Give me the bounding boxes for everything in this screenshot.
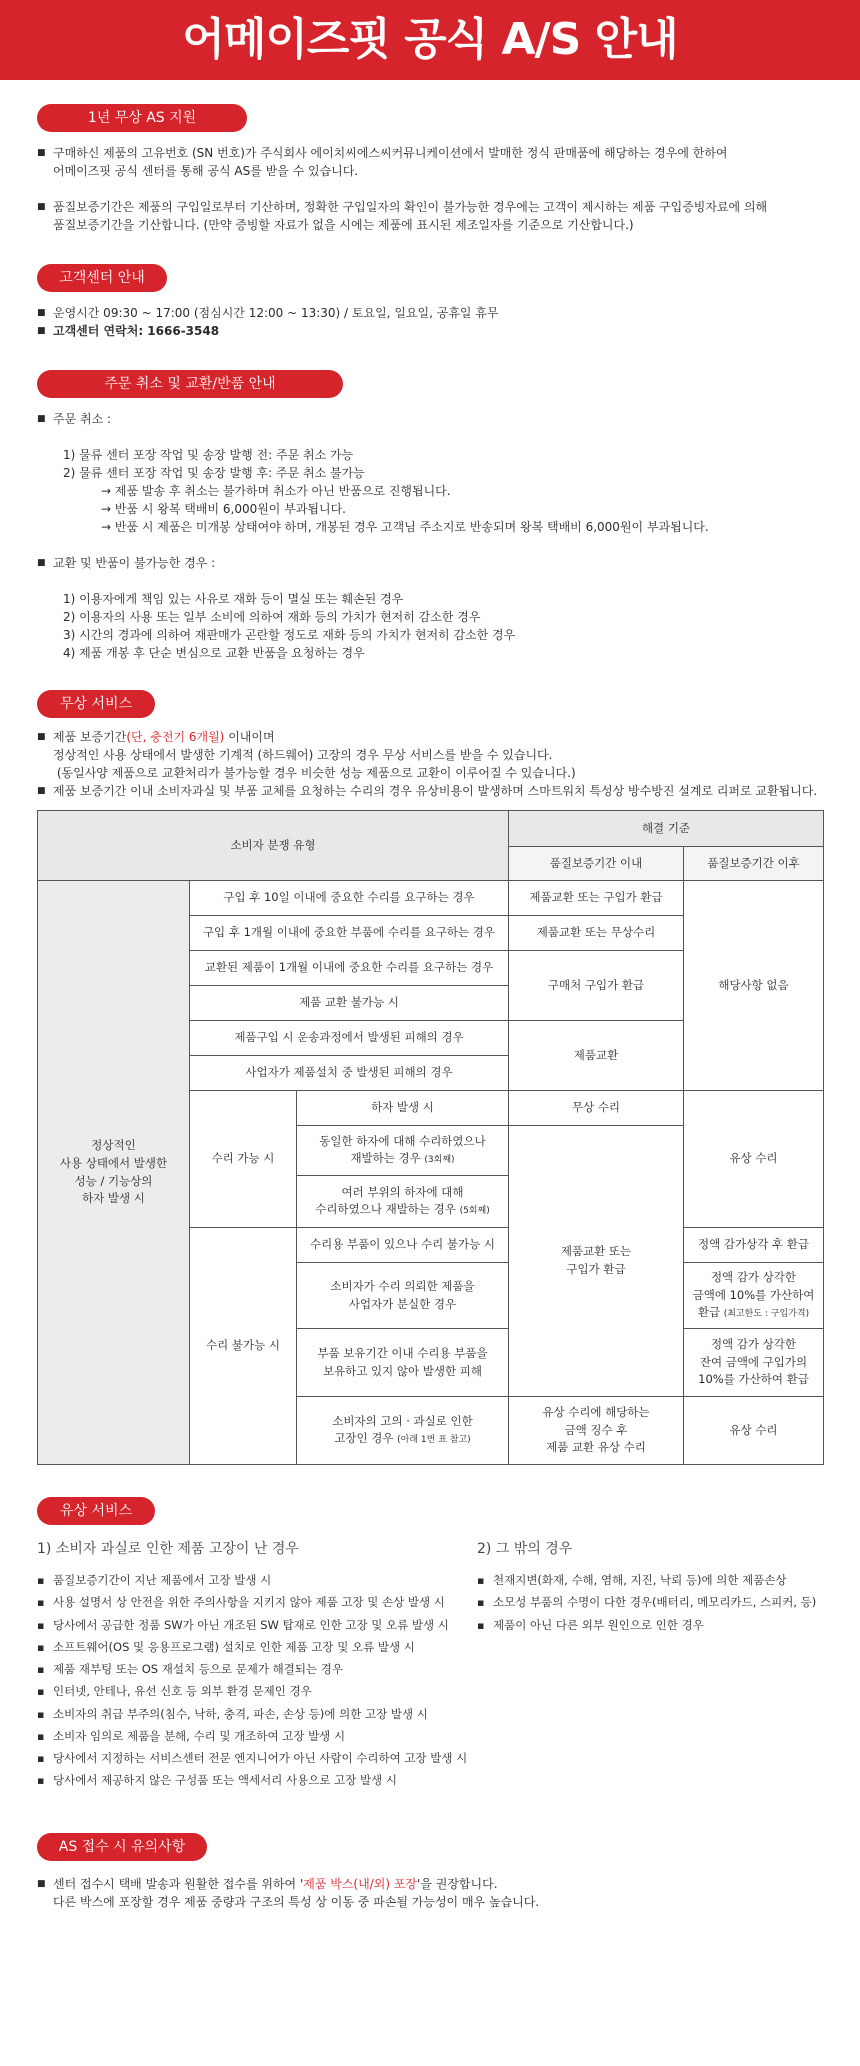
exchange-item-2: 2) 이용자의 사용 또는 일부 소비에 의하여 재화 등의 가치가 현저히 감소한 경우: [63, 610, 481, 624]
table-cell: 제품교환: [509, 1021, 684, 1091]
exchange-head: ■ 교환 및 반품이 불가능한 경우 :: [37, 554, 823, 572]
table-cell: 제품교환 또는 무상수리: [509, 916, 684, 951]
table-cell: 구매처 구입가 환급: [509, 951, 684, 1021]
list-item: ▪ 천재지변(화재, 수해, 염해, 지진, 낙뢰 등)에 의한 제품손상: [477, 1572, 823, 1589]
list-item: ▪ 품질보증기간이 지난 제품에서 고장 발생 시: [37, 1572, 477, 1589]
table-cell: 정액 감가 상각한 금액에 10%를 가산하여 환급 (최고한도 : 구입가격): [684, 1263, 824, 1329]
center-contact: ■ 고객센터 연락처: 1666-3548: [37, 322, 823, 340]
notice-text: ■ 센터 접수시 택배 발송과 원활한 접수를 위하여 '제품 박스(내/외) 포장'을 권장합니다. 다른 박스에 포장할 경우 제품 중량과 구조의 특성 상 이동 중 파손될 가능성이 매우 높습니다.: [37, 1875, 823, 1911]
list-item: ▪ 당사에서 제공하지 않은 구성품 또는 액세서리 사용으로 고장 발생 시: [37, 1772, 477, 1789]
table-cell: 정액 감가 상각한 잔여 금액에 구입가의 10%를 가산하여 환급: [684, 1329, 824, 1397]
th-standard: 해결 기준: [509, 811, 824, 847]
cancel-item-2: 2) 물류 센터 포장 작업 및 송장 발행 후: 주문 취소 불가능: [63, 466, 365, 480]
section-free-service-pill: 무상 서비스: [37, 690, 155, 718]
section-notice-pill: AS 접수 시 유의사항: [37, 1833, 207, 1861]
list-item: ▪ 사용 설명서 상 안전을 위한 주의사항을 지키지 않아 제품 고장 및 손상 발생 시: [37, 1594, 477, 1611]
cancel-item-2a: → 제품 발송 후 취소는 불가하며 취소가 아닌 반품으로 진행됩니다.: [101, 484, 451, 498]
unrepairable-cell: 수리 불가능 시: [190, 1228, 297, 1465]
table-cell: 유상 수리: [684, 1397, 824, 1465]
table-row: 소비자의 고의 · 과실로 인한 고장인 경우 (아래 1번 표 참고): [297, 1397, 509, 1465]
list-item: ▪ 소모성 부품의 수명이 다한 경우(배터리, 메모리카드, 스피커, 등): [477, 1594, 823, 1611]
table-cell: 유상 수리에 해당하는 금액 징수 후 제품 교환 유상 수리: [509, 1397, 684, 1465]
group-cell: 정상적인 사용 상태에서 발생한 성능 / 기능상의 하자 발생 시: [38, 881, 190, 1465]
th-within: 품질보증기간 이내: [509, 847, 684, 881]
list-item: ▪ 제품 재부팅 또는 OS 재설치 등으로 문제가 해결되는 경우: [37, 1661, 477, 1678]
repairable-cell: 수리 가능 시: [190, 1091, 297, 1228]
section-free-as-pill: 1년 무상 AS 지원: [37, 104, 247, 132]
paid-right-title: 2) 그 밖의 경우: [477, 1541, 573, 1557]
free-service-bullet-1: ■ 제품 보증기간(단, 충전기 6개월) 이내이며 정상적인 사용 상태에서 발생한 기계적 (하드웨어) 고장의 경우 무상 서비스를 받을 수 있습니다. (동일사양 제품으로 교환처리가 불가능할 경우 비슷한 성능 제품으로 교환이 이루어질 수 있습니다.): [37, 728, 823, 782]
table-cell: 유상 수리: [684, 1091, 824, 1228]
table-row: 제품구입 시 운송과정에서 발생된 피해의 경우: [190, 1021, 509, 1056]
cancel-head: ■ 주문 취소 :: [37, 410, 823, 428]
table-row: 사업자가 제품설치 중 발생된 피해의 경우: [190, 1056, 509, 1091]
table-row: 구입 후 1개월 이내에 중요한 부품에 수리를 요구하는 경우: [190, 916, 509, 951]
table-row: 하자 발생 시: [297, 1091, 509, 1126]
free-as-bullet-1: ■ 구매하신 제품의 고유번호 (SN 번호)가 주식회사 에이치씨에스씨커뮤니케이션에서 발매한 정식 판매품에 해당하는 경우에 한하여 어메이즈핏 공식 센터를 통해 공식 AS를 받을 수 있습니다.: [37, 144, 823, 180]
list-item: ▪ 소프트웨어(OS 및 응용프로그램) 설치로 인한 제품 고장 및 오류 발생 시: [37, 1639, 477, 1656]
free-service-bullet-2: ■ 제품 보증기간 이내 소비자과실 및 부품 교체를 요청하는 수리의 경우 유상비용이 발생하며 스마트워치 특성상 방수방진 설계로 리퍼로 교환됩니다.: [37, 782, 823, 800]
table-row: 교환된 제품이 1개월 이내에 중요한 수리를 요구하는 경우: [190, 951, 509, 986]
cancel-item-1: 1) 물류 센터 포장 작업 및 송장 발행 전: 주문 취소 가능: [63, 448, 354, 462]
table-cell: 해당사항 없음: [684, 881, 824, 1091]
cancel-item-2c: → 반품 시 제품은 미개봉 상태여야 하며, 개봉된 경우 고객님 주소지로 반송되며 왕복 택배비 6,000원이 부과됩니다.: [101, 520, 709, 534]
list-item: ▪ 소비자 임의로 제품을 분해, 수리 및 개조하여 고장 발생 시: [37, 1728, 477, 1745]
list-item: ▪ 당사에서 지정하는 서비스센터 전문 엔지니어가 아닌 사람이 수리하여 고장 발생 시: [37, 1750, 477, 1767]
table-row: 소비자가 수리 의뢰한 제품을 사업자가 분실한 경우: [297, 1263, 509, 1329]
table-row: 수리용 부품이 있으나 수리 불가능 시: [297, 1228, 509, 1263]
exchange-item-1: 1) 이용자에게 책임 있는 사유로 재화 등이 멸실 또는 훼손된 경우: [63, 592, 404, 606]
list-item: ▪ 제품이 아닌 다른 외부 원인으로 인한 경우: [477, 1617, 823, 1634]
paid-right-list: [477, 1572, 823, 1634]
dispute-table: [37, 810, 824, 1465]
table-cell: 제품교환 또는 구입가 환급: [509, 1126, 684, 1397]
table-row: 구입 후 10일 이내에 중요한 수리를 요구하는 경우: [190, 881, 509, 916]
table-cell: 무상 수리: [509, 1091, 684, 1126]
exchange-item-3: 3) 시간의 경과에 의하여 재판매가 곤란할 정도로 재화 등의 가치가 현저히 감소한 경우: [63, 628, 516, 642]
table-cell: 정액 감가상각 후 환급: [684, 1228, 824, 1263]
list-item: ▪ 당사에서 공급한 정품 SW가 아닌 개조된 SW 탑재로 인한 고장 및 오류 발생 시: [37, 1617, 477, 1634]
list-item: ▪ 소비자의 취급 부주의(침수, 낙하, 충격, 파손, 손상 등)에 의한 고장 발생 시: [37, 1706, 477, 1723]
center-hours: ■ 운영시간 09:30 ~ 17:00 (점심시간 12:00 ~ 13:30) / 토요일, 일요일, 공휴일 휴무: [37, 304, 823, 322]
paid-left-list: [37, 1572, 477, 1790]
free-as-bullet-2: ■ 품질보증기간은 제품의 구입일로부터 기산하며, 정확한 구입일자의 확인이 불가능한 경우에는 고객이 제시하는 제품 구입증빙자료에 의해 품질보증기간을 기산합니다. (만약 증빙할 자료가 없을 시에는 제품에 표시된 제조일자를 기준으로 기산합니다.): [37, 198, 823, 234]
page-title: 어메이즈핏 공식 A/S 안내: [0, 0, 860, 80]
cancel-item-2b: → 반품 시 왕복 택배비 6,000원이 부과됩니다.: [101, 502, 346, 516]
th-after: 품질보증기간 이후: [684, 847, 824, 881]
list-item: ▪ 인터넷, 안테나, 유선 신호 등 외부 환경 문제인 경우: [37, 1683, 477, 1700]
section-cancel-pill: 주문 취소 및 교환/반품 안내: [37, 370, 343, 398]
table-row: 여러 부위의 하자에 대해 수리하였으나 재발하는 경우 (5회째): [297, 1176, 509, 1228]
table-row: 동일한 하자에 대해 수리하였으나 재발하는 경우 (3회째): [297, 1126, 509, 1176]
paid-left-title: 1) 소비자 과실로 인한 제품 고장이 난 경우: [37, 1541, 299, 1557]
section-paid-pill: 유상 서비스: [37, 1497, 155, 1525]
th-type: 소비자 분쟁 유형: [38, 811, 509, 881]
table-cell: 제품교환 또는 구입가 환급: [509, 881, 684, 916]
table-row: 제품 교환 불가능 시: [190, 986, 509, 1021]
table-row: 부품 보유기간 이내 수리용 부품을 보유하고 있지 않아 발생한 피해: [297, 1329, 509, 1397]
section-center-pill: 고객센터 안내: [37, 264, 167, 292]
exchange-item-4: 4) 제품 개봉 후 단순 변심으로 교환 반품을 요청하는 경우: [63, 646, 365, 660]
